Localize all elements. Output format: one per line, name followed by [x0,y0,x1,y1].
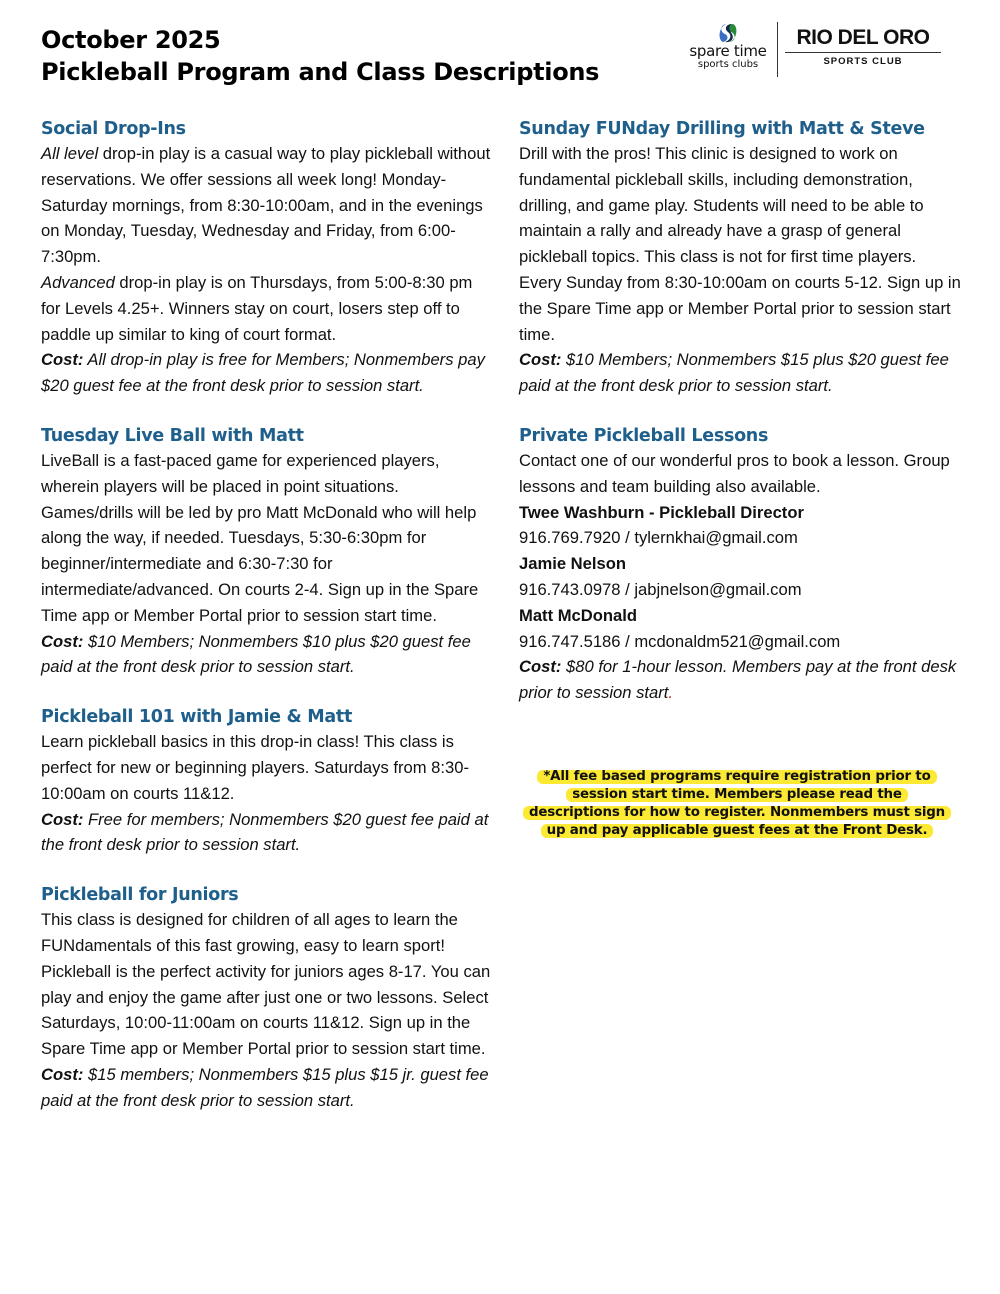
cost-label: Cost: [41,1064,84,1084]
cost-label: Cost: [41,631,84,651]
section-private-lessons [519,424,969,706]
contact-info[interactable]: 916.747.5186 / mcdonaldm521@gmail.com [519,631,841,651]
section-body: Contact one of our wonderful pros to book a lesson. Group lessons and team building also available. [519,450,950,496]
club-sub: SPORTS CLUB [823,56,903,67]
spare-time-logo [685,22,771,70]
registration-notice [508,767,966,839]
cost-text: All drop-in play is free for Members; Nonmembers pay $20 guest fee at the front desk prior to session start. [41,350,485,396]
page-title [41,24,599,88]
cost-line [519,347,969,399]
section-body: This class is designed for children of all ages to learn the FUNdamentals of this fast growing, easy to learn sport! Pickleball is the perfect activity for juniors ages 8-17. You can play and enjoy the game after just one or two lessons. Select Saturdays, 10:00-11:00am on courts 11&12. Sign up in the Spare Time app or Member Portal prior to session start time. [41,910,491,1059]
section-body: LiveBall is a fast-paced game for experienced players, wherein players will be placed in point situations. Games/drills will be led by pro Matt McDonald who will help along the way, if needed. Tuesdays, 5:30-6:30pm for beginner/intermediate and 6:30-7:30 for intermediate/advanced. On courts 2-4. Sign up in the Spare Time app or Member Portal prior to session start time. [41,450,479,625]
section-schedule: Every Sunday from 8:30-10:00am on courts 5-12. Sign up in the Spare Time app or Member Portal prior to session start time. [519,272,961,344]
cost-label: Cost: [41,809,84,829]
cost-label: Cost: [41,350,84,370]
contact-info[interactable]: 916.743.0978 / jabjnelson@gmail.com [519,579,802,599]
spare-time-swoosh-icon [717,22,739,44]
section-body: Learn pickleball basics in this drop-in class! This class is perfect for new or beginning players. Saturdays from 8:30-10:00am on courts 11&12. [41,732,469,803]
title-heading: Pickleball Program and Class Descriptions [41,58,600,86]
cost-line [41,1062,491,1114]
body-text: drop-in play is on Thursdays, from 5:00-8:30 pm for Levels 4.25+. Winners stay on court, losers step off to paddle up similar to king of court format. [41,272,473,344]
spare-time-name: spare time [689,42,767,60]
notice-line: session start time. Members please read the [566,788,907,802]
section-tuesday-live-ball [41,424,491,680]
title-month: October 2025 [41,26,221,54]
rio-del-oro-logo [785,26,941,69]
emphasis-advanced: Advanced [41,272,115,292]
section-sunday-funday [519,117,969,399]
section-social-drop-ins [41,117,491,399]
cost-end: . [668,683,674,703]
section-title: Tuesday Live Ball with Matt [41,425,304,446]
contact-name: Matt McDonald [519,605,637,625]
notice-line: *All fee based programs require registration prior to [537,770,936,784]
contact-name: Jamie Nelson [519,554,626,574]
cost-line [41,629,491,681]
cost-line [519,654,969,706]
contact-info[interactable]: 916.769.7920 / tylernkhai@gmail.com [519,528,798,548]
section-title: Pickleball for Juniors [41,885,239,906]
cost-text: $10 Members; Nonmembers $15 plus $20 guest fee paid at the front desk prior to session start. [519,350,949,396]
club-logo [685,22,955,78]
notice-line: up and pay applicable guest fees at the Front Desk. [541,824,934,838]
section-body-advanced [41,270,491,347]
cost-text: Free for members; Nonmembers $20 guest fee paid at the front desk prior to session start. [41,809,489,855]
section-title: Sunday FUNday Drilling with Matt & Steve [519,119,925,139]
logo-divider [777,22,778,77]
club-name: RIO DEL ORO [785,26,941,53]
cost-line [41,347,491,399]
section-title: Private Pickleball Lessons [519,425,769,446]
cost-label: Cost: [519,350,562,370]
right-column [519,117,969,731]
section-title: Pickleball 101 with Jamie & Matt [41,707,353,728]
notice-line: descriptions for how to register. Nonmembers must sign [523,806,951,820]
cost-text: $80 for 1-hour lesson. Members pay at the front desk prior to session start [519,657,957,703]
cost-text: $15 members; Nonmembers $15 plus $15 jr. guest fee paid at the front desk prior to session start. [41,1064,489,1110]
section-body: Drill with the pros! This clinic is designed to work on fundamental pickleball skills, including demonstration, drilling, and game play. Students will need to be able to maintain a rally and already have a grasp of general pickleball topics. This class is not for first time players. [519,144,924,267]
cost-label: Cost: [519,657,562,677]
contact-name: Twee Washburn - Pickleball Director [519,502,804,522]
spare-time-sub: sports clubs [697,59,759,70]
section-juniors [41,883,491,1113]
section-title: Social Drop-Ins [41,119,186,139]
section-body [41,141,491,270]
cost-line [41,807,491,859]
left-column [41,117,491,1139]
emphasis-all-level: All level [41,144,99,163]
body-text: drop-in play is a casual way to play pickleball without reservations. We offer sessions all week long! Monday-Saturday mornings, from 8:30-10:00am, and in the evenings on Monday, Tuesday, Wednesday and Friday, from 6:00-7:30pm. [41,144,491,267]
section-pickleball-101 [41,705,491,858]
cost-text: $10 Members; Nonmembers $10 plus $20 guest fee paid at the front desk prior to session start. [41,631,471,677]
